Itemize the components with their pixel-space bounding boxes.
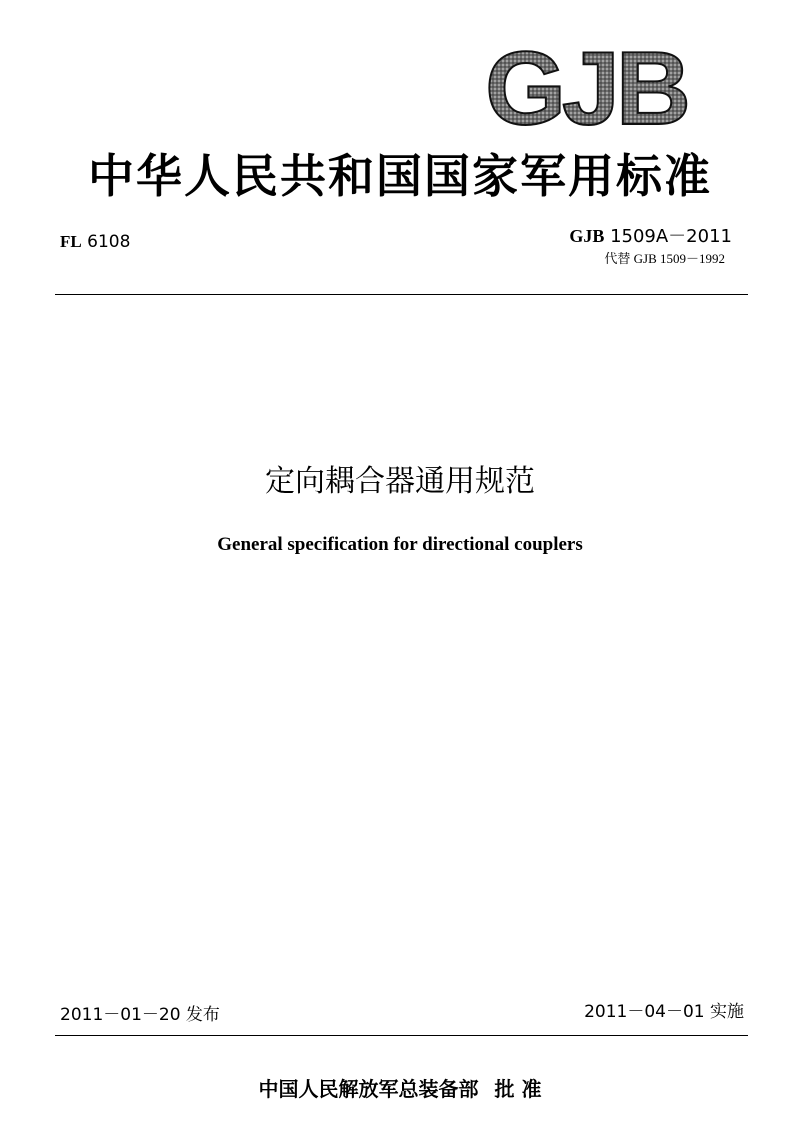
standard-code: 1509A－2011 — [610, 226, 732, 247]
standard-number — [569, 222, 732, 248]
header-divider — [55, 294, 748, 295]
effective-date: 2011－04－01 实施 — [584, 1002, 744, 1022]
gjb-logo — [470, 40, 702, 136]
document-title-en: General specification for directional couplers — [217, 534, 583, 555]
approver-name: 中国人民解放军总装备部 — [258, 1077, 479, 1101]
logo-text: GJB — [485, 40, 687, 136]
issue-date: 2011－01－20 发布 — [60, 1005, 220, 1025]
standard-prefix: GJB — [569, 226, 605, 246]
document-title-zh: 定向耦合器通用规范 — [265, 464, 535, 499]
approval-text: 批 准 — [494, 1077, 542, 1101]
replaces-note: 代替 GJB 1509－1992 — [604, 251, 725, 266]
standard-type-heading: 中华人民共和国国家军用标准 — [88, 149, 712, 203]
fl-classification — [60, 232, 130, 252]
footer-divider — [55, 1035, 748, 1036]
fl-label: FL — [60, 232, 82, 251]
approver-line — [0, 1073, 800, 1102]
fl-number: 6108 — [87, 232, 131, 252]
